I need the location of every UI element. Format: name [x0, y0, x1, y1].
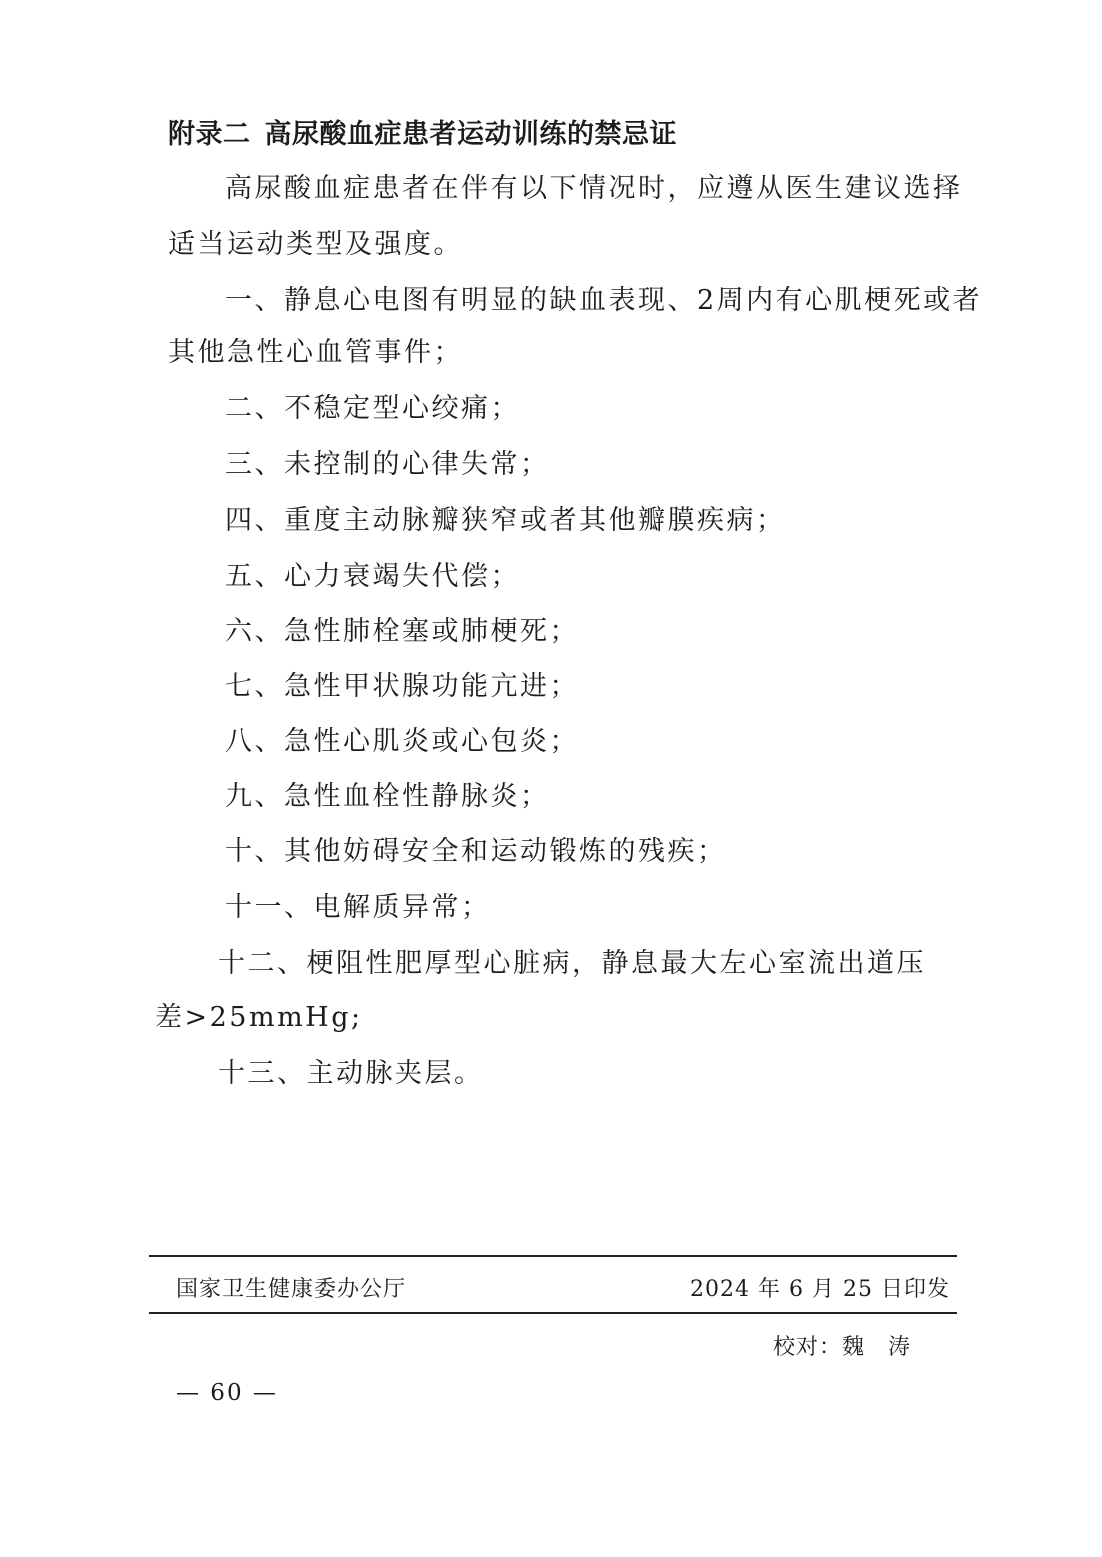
list-item-3: 三、未控制的心律失常；: [225, 449, 550, 480]
list-item-10: 十、其他妨碍安全和运动锻炼的残疾；: [225, 836, 727, 867]
footer-top-rule: [149, 1255, 957, 1257]
issuing-office: 国家卫生健康委办公厅: [176, 1277, 407, 1302]
list-item-12-line-2: 差>25mmHg;: [155, 1002, 363, 1033]
list-item-2: 二、不稳定型心绞痛；: [225, 393, 520, 424]
list-item-9: 九、急性血栓性静脉炎；: [225, 781, 550, 812]
list-item-1-line-1: 一、静息心电图有明显的缺血表现、2周内有心肌梗死或者: [225, 285, 983, 316]
list-item-7: 七、急性甲状腺功能亢进；: [225, 671, 579, 702]
list-item-13: 十三、主动脉夹层。: [218, 1058, 484, 1089]
issue-date: 2024 年 6 月 25 日印发: [690, 1277, 950, 1302]
intro-line-1: 高尿酸血症患者在伴有以下情况时，应遵从医生建议选择: [225, 173, 963, 204]
footer-bottom-rule: [149, 1312, 957, 1314]
intro-line-2: 适当运动类型及强度。: [168, 229, 463, 260]
page-number: — 60 —: [176, 1380, 278, 1406]
list-item-4: 四、重度主动脉瓣狭窄或者其他瓣膜疾病；: [225, 505, 786, 536]
appendix-title: [168, 112, 677, 151]
list-item-6: 六、急性肺栓塞或肺梗死；: [225, 616, 579, 647]
appendix-label: 附录二: [168, 119, 251, 150]
list-item-1-line-2: 其他急性心血管事件；: [168, 337, 463, 368]
proofreader-note: 校对：魏 涛: [773, 1335, 912, 1360]
list-item-8: 八、急性心肌炎或心包炎；: [225, 726, 579, 757]
list-item-12-line-1: 十二、梗阻性肥厚型心脏病，静息最大左心室流出道压: [218, 948, 926, 979]
list-item-11: 十一、电解质异常；: [225, 892, 491, 923]
appendix-heading: 高尿酸血症患者运动训练的禁忌证: [264, 119, 677, 150]
list-item-5: 五、心力衰竭失代偿；: [225, 561, 520, 592]
